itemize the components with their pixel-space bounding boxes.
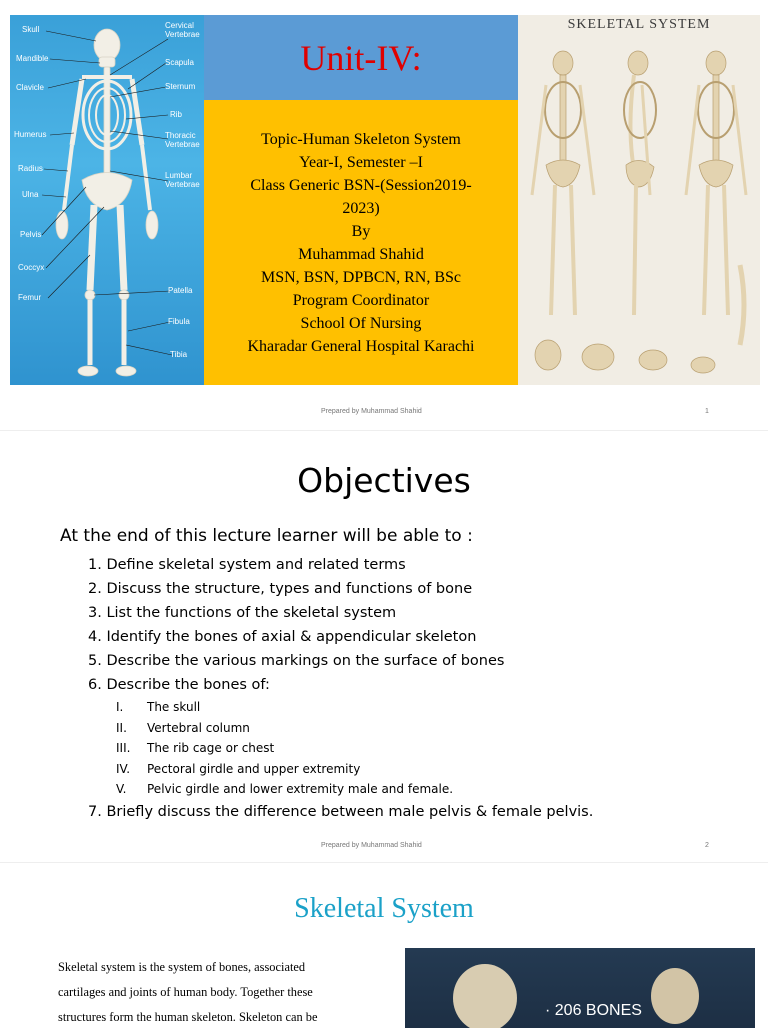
info-year: Year-I, Semester –I bbox=[299, 153, 423, 171]
objective-item bbox=[88, 800, 593, 824]
paragraph-line: Skeletal system is the system of bones, associated bbox=[58, 960, 306, 974]
sublist-item bbox=[116, 759, 621, 780]
skeleton-diagram-image bbox=[10, 15, 204, 385]
objective-number: 3. bbox=[88, 605, 102, 621]
bones-sublist bbox=[116, 697, 621, 800]
objective-item bbox=[88, 625, 593, 649]
slide2-page-number: 2 bbox=[705, 842, 709, 849]
info-topic: Topic-Human Skeleton System bbox=[261, 130, 461, 148]
label-coccyx: Coccyx bbox=[18, 263, 45, 272]
objective-number: 5. bbox=[88, 653, 102, 669]
objectives-title: Objectives bbox=[297, 461, 471, 500]
slide1-page-number: 1 bbox=[705, 408, 709, 415]
objectives-intro: At the end of this lecture learner will be able to : bbox=[60, 526, 473, 546]
unit-title: Unit-IV: bbox=[300, 37, 422, 78]
sublist-number: II. bbox=[116, 720, 127, 735]
bones-count-label: · 206 BONES bbox=[545, 1002, 642, 1019]
info-author: Muhammad Shahid bbox=[298, 245, 424, 263]
sublist-item bbox=[116, 779, 621, 800]
sublist-text: Pelvic girdle and lower extremity male and female. bbox=[147, 782, 454, 797]
objective-text: Discuss the structure, types and functions of bone bbox=[106, 581, 473, 597]
objective-text: Define skeletal system and related terms bbox=[106, 557, 406, 573]
label-humerus: Humerus bbox=[14, 130, 47, 139]
info-by: By bbox=[351, 222, 371, 240]
poster-skeletons bbox=[518, 15, 760, 385]
sublist-item bbox=[116, 738, 621, 759]
info-credentials: MSN, BSN, DPBCN, RN, BSc bbox=[260, 268, 462, 286]
objective-item bbox=[88, 553, 593, 577]
sublist-text: The rib cage or chest bbox=[147, 741, 275, 756]
sublist-text: Vertebral column bbox=[147, 720, 250, 735]
skeletal-system-paragraph bbox=[58, 955, 368, 1030]
skeleton-figure bbox=[10, 15, 204, 385]
slide1-footer-author: Prepared by Muhammad Shahid bbox=[321, 408, 422, 415]
label-cervical-vertebrae: Cervical Vertebrae bbox=[165, 21, 200, 39]
skeletal-system-title: Skeletal System bbox=[294, 893, 474, 924]
label-pelvis: Pelvis bbox=[20, 230, 42, 239]
objective-item bbox=[88, 601, 593, 625]
label-rib: Rib bbox=[170, 110, 183, 119]
info-hospital: Kharadar General Hospital Karachi bbox=[247, 337, 475, 355]
skeletal-system-slide bbox=[0, 862, 768, 1025]
objective-text: Describe the bones of: bbox=[106, 677, 270, 693]
label-lumbar-vertebrae: Lumbar Vertebrae bbox=[165, 171, 200, 189]
sublist-number: I. bbox=[116, 700, 124, 714]
label-scapula: Scapula bbox=[165, 58, 194, 67]
objective-number: 1. bbox=[88, 557, 102, 573]
label-mandible: Mandible bbox=[16, 54, 49, 63]
unit-title-box bbox=[204, 15, 518, 100]
label-femur: Femur bbox=[18, 293, 42, 302]
sublist-item bbox=[116, 697, 621, 718]
objective-number: 6. bbox=[88, 677, 102, 693]
info-role: Program Coordinator bbox=[292, 291, 430, 309]
label-tibia: Tibia bbox=[170, 350, 188, 359]
label-fibula: Fibula bbox=[168, 317, 190, 326]
poster-title: SKELETAL SYSTEM bbox=[567, 17, 711, 32]
info-class: Class Generic BSN-(Session2019- bbox=[250, 176, 472, 194]
objective-number: 2. bbox=[88, 581, 102, 597]
info-session: 2023) bbox=[342, 199, 380, 217]
label-radius: Radius bbox=[18, 164, 43, 173]
sublist-number: III. bbox=[116, 741, 131, 756]
objective-text: List the functions of the skeletal system bbox=[106, 605, 397, 621]
info-school: School Of Nursing bbox=[300, 314, 422, 332]
label-sternum: Sternum bbox=[165, 82, 196, 91]
label-skull: Skull bbox=[22, 25, 40, 34]
objective-text: Briefly discuss the difference between male pelvis & female pelvis. bbox=[106, 803, 594, 820]
sublist-item bbox=[116, 718, 621, 739]
objective-number: 4. bbox=[88, 629, 102, 645]
skeletal-system-poster-image bbox=[518, 15, 760, 385]
label-ulna: Ulna bbox=[22, 190, 39, 199]
label-thoracic-vertebrae: Thoracic Vertebrae bbox=[165, 131, 200, 149]
skull-bones-image bbox=[405, 948, 755, 1028]
label-clavicle: Clavicle bbox=[16, 83, 45, 92]
objectives-list bbox=[88, 553, 593, 824]
sublist-text: Pectoral girdle and upper extremity bbox=[147, 761, 361, 776]
paragraph-line: cartilages and joints of human body. Together these bbox=[58, 985, 313, 999]
paragraph-line: structures form the human skeleton. Skeleton can be bbox=[58, 1010, 318, 1024]
slide2-footer-author: Prepared by Muhammad Shahid bbox=[321, 842, 422, 849]
title-slide bbox=[0, 0, 768, 430]
topic-info-box bbox=[204, 100, 518, 385]
objectives-slide bbox=[0, 430, 768, 863]
sublist-text: The skull bbox=[147, 700, 201, 714]
objective-item bbox=[88, 577, 593, 601]
objective-item bbox=[88, 649, 593, 673]
objective-item bbox=[88, 673, 593, 697]
objective-text: Identify the bones of axial & appendicular skeleton bbox=[106, 629, 477, 645]
objective-sublist-container bbox=[88, 697, 593, 800]
sublist-number: V. bbox=[116, 782, 127, 797]
objective-number: 7. bbox=[88, 803, 102, 820]
sublist-number: IV. bbox=[116, 761, 131, 776]
label-patella: Patella bbox=[168, 286, 193, 295]
objective-text: Describe the various markings on the surface of bones bbox=[106, 653, 505, 669]
